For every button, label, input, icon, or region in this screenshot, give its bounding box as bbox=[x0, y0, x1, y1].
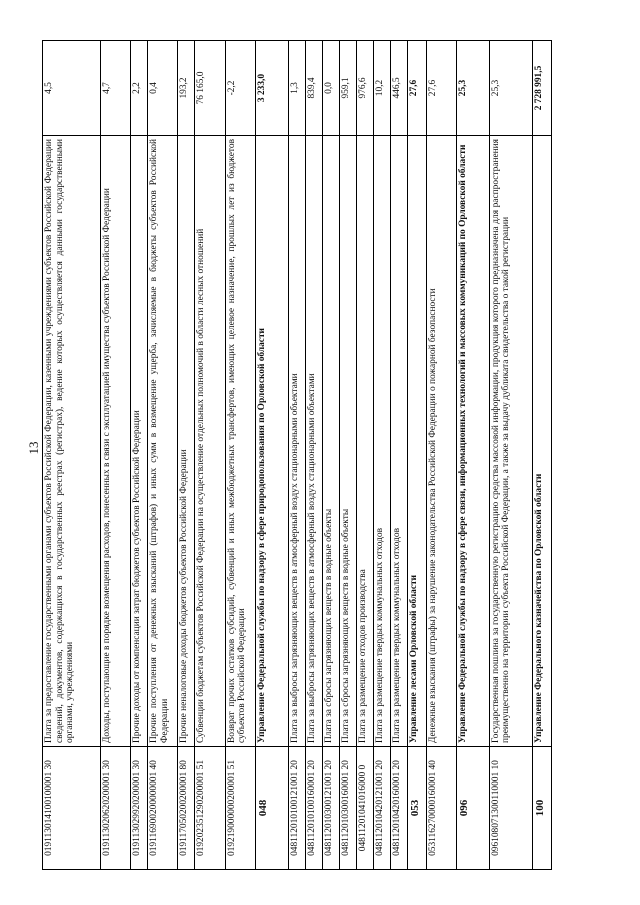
row-amount: 976,6 bbox=[356, 41, 373, 136]
row-name: Управление Федеральной службы по надзору в сфере связи, информационных технологий и массовых коммуникаций по Орловской области bbox=[457, 136, 490, 747]
row-code: 053116270000160001 40 bbox=[426, 747, 456, 870]
table-row-section-header bbox=[255, 41, 288, 870]
row-name: Управление Федеральной службы по надзору в сфере природопользования по Орловской области bbox=[255, 136, 288, 747]
row-amount: 25,3 bbox=[457, 41, 490, 136]
row-name: Государственная пошлина за государственную регистрацию средства массовой информации, продукция которого предназначена для распространения преимущественно на территории субъекта Российской Федерации, а также за выдачу дубликата свидетельства о такой регистрации bbox=[489, 136, 532, 747]
row-amount: 1,3 bbox=[288, 41, 305, 136]
row-name: Прочие поступления от денежных взысканий (штрафов) и иных сумм в возмещение ущерба, зачисляемые в бюджеты субъектов Российской Федерации bbox=[148, 136, 178, 747]
row-name: Субвенции бюджетам субъектов Российской Федерации на осуществление отдельных полномочий в области лесных отношений bbox=[195, 136, 225, 747]
row-name: Доходы, поступающие в порядке возмещения расходов, понесенных в связи с эксплуатацией имущества субъектов Российской Федерации bbox=[100, 136, 130, 747]
table-row bbox=[390, 41, 407, 870]
table-row bbox=[426, 41, 456, 870]
row-amount: 4,5 bbox=[43, 41, 101, 136]
row-amount: 10,2 bbox=[373, 41, 390, 136]
row-name: Управление Федерального казначейства по Орловской области bbox=[532, 136, 551, 747]
table-row-section-header bbox=[407, 41, 426, 870]
row-name: Плата за размещение твердых коммунальных отходов bbox=[373, 136, 390, 747]
row-code: 048112010100160001 20 bbox=[305, 747, 322, 870]
row-amount: 0,4 bbox=[148, 41, 178, 136]
row-amount: 0,0 bbox=[322, 41, 339, 136]
row-amount: 76 165,0 bbox=[195, 41, 225, 136]
row-amount: 27,6 bbox=[426, 41, 456, 136]
page-number: 13 bbox=[26, 441, 41, 455]
table-row bbox=[195, 41, 225, 870]
row-code: 019113029920200001 30 bbox=[131, 747, 148, 870]
table-row bbox=[322, 41, 339, 870]
row-name: Плата за сбросы загрязняющих веществ в водные объекты bbox=[322, 136, 339, 747]
row-code: 019113014100100001 30 bbox=[43, 747, 101, 870]
row-amount: 4,7 bbox=[100, 41, 130, 136]
row-code: 019219000000200001 51 bbox=[225, 747, 255, 870]
table-row-section-header bbox=[457, 41, 490, 870]
budget-revenue-table bbox=[42, 40, 552, 870]
rotated-table-container bbox=[42, 40, 552, 870]
row-code: 048 bbox=[255, 747, 288, 870]
row-code: 048112010100121001 20 bbox=[288, 747, 305, 870]
row-code: 053 bbox=[407, 747, 426, 870]
row-name: Прочие неналоговые доходы бюджетов субъектов Российской Федерации bbox=[178, 136, 195, 747]
table-row bbox=[43, 41, 101, 870]
table-row bbox=[225, 41, 255, 870]
row-code: 019113020620200001 30 bbox=[100, 747, 130, 870]
row-name: Плата за предоставление государственными органами субъектов Российской Федерации, казенными учреждениями субъектов Российской Федерации сведений, документов, содержащихся в государственных реестрах (регистрах), ведение которых осуществляется данными государственными органами, учреждениями bbox=[43, 136, 101, 747]
table-row-section-header bbox=[532, 41, 551, 870]
row-code: 096 bbox=[457, 747, 490, 870]
row-name: Денежные взыскания (штрафы) за нарушение законодательства Российской Федерации о пожарной безопасности bbox=[426, 136, 456, 747]
row-amount: 2,2 bbox=[131, 41, 148, 136]
table-row bbox=[288, 41, 305, 870]
table-row bbox=[373, 41, 390, 870]
table-row bbox=[148, 41, 178, 870]
row-code: 019202351290200001 51 bbox=[195, 747, 225, 870]
row-code: 019117050200200001 80 bbox=[178, 747, 195, 870]
row-amount: 3 233,0 bbox=[255, 41, 288, 136]
row-amount: 25,3 bbox=[489, 41, 532, 136]
row-name: Плата за выбросы загрязняющих веществ в атмосферный воздух стационарными объектами bbox=[305, 136, 322, 747]
row-code: 100 bbox=[532, 747, 551, 870]
row-name: Плата за размещение отходов производства bbox=[356, 136, 373, 747]
row-amount: 27,6 bbox=[407, 41, 426, 136]
table-row bbox=[339, 41, 356, 870]
table-row bbox=[305, 41, 322, 870]
row-code: 048112010420160001 20 bbox=[390, 747, 407, 870]
row-amount: -2,2 bbox=[225, 41, 255, 136]
row-amount: 959,1 bbox=[339, 41, 356, 136]
row-name: Управление лесами Орловской области bbox=[407, 136, 426, 747]
row-amount: 446,5 bbox=[390, 41, 407, 136]
table-row bbox=[178, 41, 195, 870]
row-amount: 839,4 bbox=[305, 41, 322, 136]
table-row bbox=[356, 41, 373, 870]
row-name: Возврат прочих остатков субсидий, субвенций и иных межбюджетных трансфертов, имеющих целевое назначение, прошлых лет из бюджетов субъектов Российской Федерации bbox=[225, 136, 255, 747]
row-amount: 193,2 bbox=[178, 41, 195, 136]
table-row bbox=[100, 41, 130, 870]
row-amount: 2 728 991,5 bbox=[532, 41, 551, 136]
row-name: Плата за сбросы загрязняющих веществ в водные объекты bbox=[339, 136, 356, 747]
row-code: 04811201041016000 0 bbox=[356, 747, 373, 870]
row-name: Плата за размещение твердых коммунальных отходов bbox=[390, 136, 407, 747]
row-name: Прочие доходы от компенсации затрат бюджетов субъектов Российской Федерации bbox=[131, 136, 148, 747]
row-code: 048112010300121001 20 bbox=[322, 747, 339, 870]
row-code: 048112010420121001 20 bbox=[373, 747, 390, 870]
row-name: Плата за выбросы загрязняющих веществ в атмосферный воздух стационарными объектами bbox=[288, 136, 305, 747]
row-code: 096108071300110001 10 bbox=[489, 747, 532, 870]
table-row bbox=[131, 41, 148, 870]
row-code: 048112010300160001 20 bbox=[339, 747, 356, 870]
table-row bbox=[489, 41, 532, 870]
row-code: 019116900200000001 40 bbox=[148, 747, 178, 870]
